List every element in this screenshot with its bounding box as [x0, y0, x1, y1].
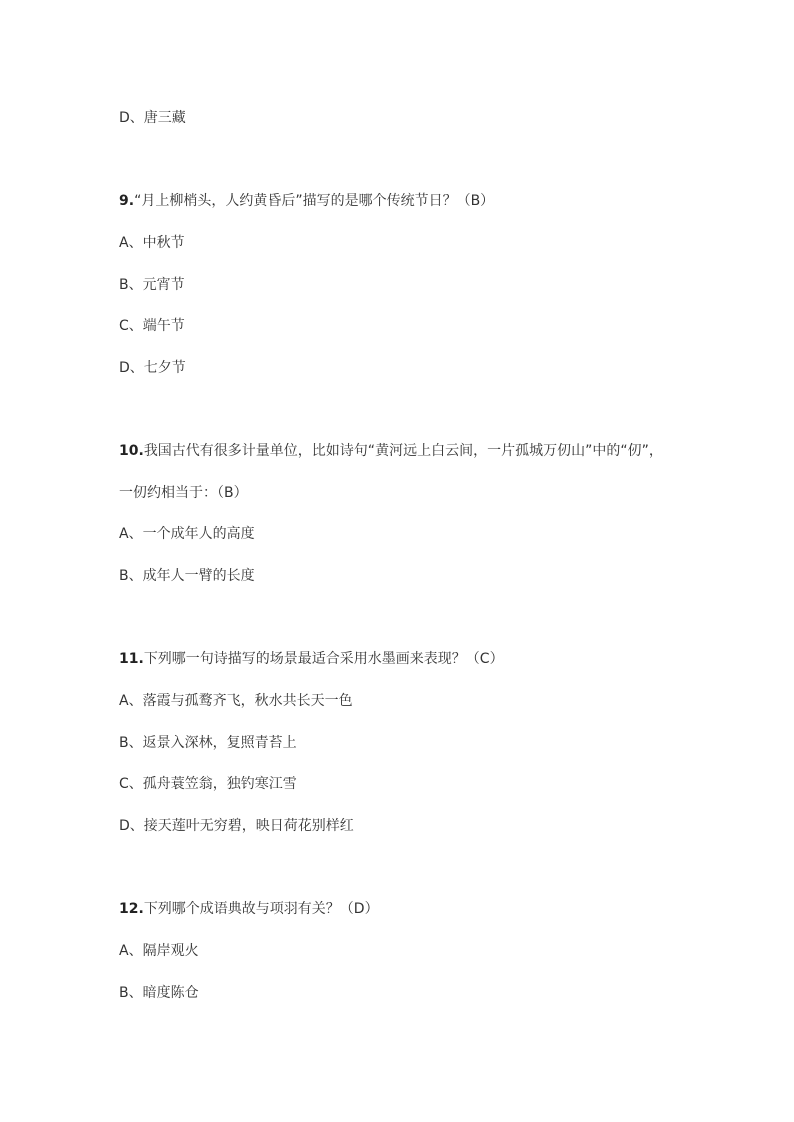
question-10 [119, 441, 663, 461]
question-9 [119, 191, 494, 211]
question-text: 下列哪一句诗描写的场景最适合采用水墨画来表现？（C） [143, 651, 504, 667]
option-a: A、隔岸观火 [119, 943, 199, 959]
option-b: B、元宵节 [119, 277, 185, 293]
option-b: B、返景入深林，复照青苔上 [119, 735, 297, 751]
option-a: A、落霞与孤鹜齐飞，秋水共长天一色 [119, 693, 353, 709]
question-text: 下列哪个成语典故与项羽有关？（D） [143, 901, 379, 917]
question-number: 9. [119, 193, 135, 209]
question-11 [119, 649, 504, 669]
option-b: B、暗度陈仓 [119, 985, 199, 1001]
option-c: C、端午节 [119, 318, 185, 334]
option-a: A、中秋节 [119, 235, 185, 251]
question-number: 11. [119, 651, 144, 667]
option-b: B、成年人一臂的长度 [119, 568, 255, 584]
question-text-continued: 一仞约相当于：（B） [119, 485, 248, 501]
option-d-prev: D、唐三藏 [119, 110, 186, 126]
option-d: D、七夕节 [119, 360, 186, 376]
question-number: 10. [119, 443, 144, 459]
question-12 [119, 899, 379, 919]
question-text: “月上柳梢头，人约黄昏后”描写的是哪个传统节日？（B） [134, 193, 495, 209]
question-number: 12. [119, 901, 144, 917]
option-a: A、一个成年人的高度 [119, 526, 255, 542]
question-text: 我国古代有很多计量单位，比如诗句“黄河远上白云间，一片孤城万仞山”中的“仞”， [143, 443, 663, 459]
option-c: C、孤舟蓑笠翁，独钓寒江雪 [119, 776, 297, 792]
option-d: D、接天莲叶无穷碧，映日荷花别样红 [119, 818, 354, 834]
